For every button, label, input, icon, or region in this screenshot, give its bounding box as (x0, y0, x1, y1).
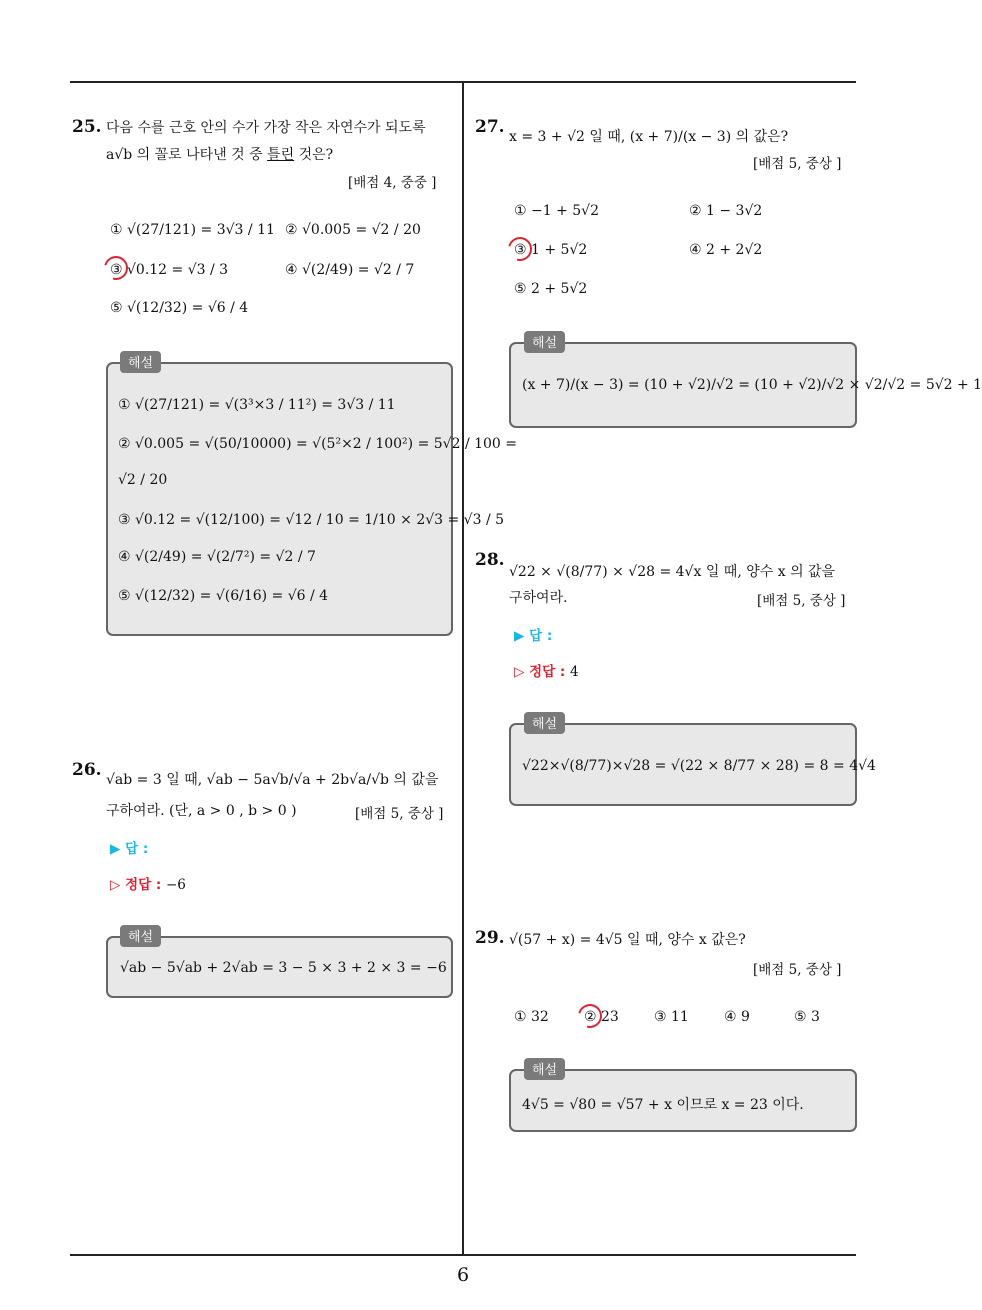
q29-option-1[interactable]: ① 32 (514, 1009, 549, 1025)
q28-number: 28. (475, 550, 505, 570)
q29-number: 29. (475, 928, 505, 948)
q27-option-5[interactable]: ⑤ 2 + 5√2 (514, 281, 588, 297)
q25-exp-line2: ② √0.005 = √(50/10000) = √(5²×2 / 100²) = 5√2 / 100 = (118, 436, 518, 452)
q29-exp-line1: 4√5 = √80 = √57 + x 이므로 x = 23 이다. (522, 1097, 804, 1113)
q26-exp-line1: √ab − 5√ab + 2√ab = 3 − 5 × 3 + 2 × 3 = −6 (120, 960, 447, 976)
q29-meta: [배점 5, 중상 ] (753, 962, 842, 978)
q28-explanation-tag: 해설 (524, 712, 565, 734)
q25-option-3[interactable]: ③ √0.12 = √3 / 3 (110, 262, 229, 278)
q28-correct-value: 4 (569, 664, 579, 680)
q25-exp-line4: ③ √0.12 = √(12/100) = √12 / 10 = 1/10 × 2√3 = √3 / 5 (118, 512, 505, 528)
q26-correct-answer: ▷ 정답 : −6 (110, 877, 186, 893)
q29-text-line1: √(57 + x) = 4√5 일 때, 양수 x 값은? (509, 932, 746, 948)
q25-option-4[interactable]: ④ √(2/49) = √2 / 7 (285, 262, 415, 278)
q25-exp-line1: ① √(27/121) = √(3³×3 / 11²) = 3√3 / 11 (118, 397, 396, 413)
q27-answer-mark (504, 233, 537, 266)
q29-option-2[interactable]: ② 23 (584, 1009, 619, 1025)
q29-answer-mark (574, 1000, 607, 1033)
q26-meta: [배점 5, 중상 ] (355, 806, 444, 822)
q27-option-1[interactable]: ① −1 + 5√2 (514, 203, 600, 219)
q28-answer-input-label[interactable]: ▶ 답 : (514, 628, 553, 644)
q25-meta: [배점 4, 중중 ] (348, 175, 437, 191)
q28-meta: [배점 5, 중상 ] (757, 593, 846, 609)
q25-explanation-tag: 해설 (120, 351, 161, 373)
q26-text-line2: 구하여라. (단, a > 0 , b > 0 ) (106, 803, 297, 819)
q25-exp-line3: √2 / 20 (118, 472, 168, 488)
q27-text-line1: x = 3 + √2 일 때, (x + 7)/(x − 3) 의 값은? (509, 129, 789, 145)
q29-explanation-tag: 해설 (524, 1058, 565, 1080)
q25-option-2[interactable]: ② √0.005 = √2 / 20 (285, 222, 421, 238)
q26-explanation-tag: 해설 (120, 925, 161, 947)
q27-number: 27. (475, 117, 505, 137)
q26-correct-value: −6 (165, 877, 186, 893)
q29-option-3[interactable]: ③ 11 (654, 1009, 689, 1025)
q27-explanation-tag: 해설 (524, 331, 565, 353)
q25-exp-line5: ④ √(2/49) = √(2/7²) = √2 / 7 (118, 549, 316, 565)
q28-text-line1: √22 × √(8/77) × √28 = 4√x 일 때, 양수 x 의 값을 (509, 564, 836, 580)
q25-number: 25. (72, 117, 102, 137)
q25-text-line2: a√b 의 꼴로 나타낸 것 중 틀린 것은? (106, 147, 334, 163)
column-divider (462, 82, 464, 1255)
q27-exp-line1: (x + 7)/(x − 3) = (10 + √2)/√2 = (10 + √2)/√2 × √2/√2 = 5√2 + 1 (522, 377, 982, 393)
q25-answer-mark (100, 252, 133, 285)
q25-exp-line6: ⑤ √(12/32) = √(6/16) = √6 / 4 (118, 588, 329, 604)
q27-option-2[interactable]: ② 1 − 3√2 (689, 203, 763, 219)
q25-text-line1: 다음 수를 근호 안의 수가 가장 작은 자연수가 되도록 (106, 120, 426, 136)
q28-exp-line1: √22×√(8/77)×√28 = √(22 × 8/77 × 28) = 8 = 4√4 (522, 758, 876, 774)
page-number: 6 (456, 1264, 470, 1286)
q27-option-3[interactable]: ③ 1 + 5√2 (514, 242, 588, 258)
q25-option-5[interactable]: ⑤ √(12/32) = √6 / 4 (110, 300, 249, 316)
q29-option-5[interactable]: ⑤ 3 (794, 1009, 820, 1025)
q29-option-4[interactable]: ④ 9 (724, 1009, 750, 1025)
bottom-rule (70, 1254, 856, 1256)
q28-text-line2: 구하여라. (509, 590, 568, 606)
q25-option-1[interactable]: ① √(27/121) = 3√3 / 11 (110, 222, 275, 238)
q27-option-4[interactable]: ④ 2 + 2√2 (689, 242, 763, 258)
q28-correct-answer: ▷ 정답 : 4 (514, 664, 579, 680)
q26-number: 26. (72, 760, 102, 780)
q26-text-line1: √ab = 3 일 때, √ab − 5a√b/√a + 2b√a/√b 의 값을 (106, 772, 439, 788)
q26-answer-input-label[interactable]: ▶ 답 : (110, 841, 149, 857)
q27-meta: [배점 5, 중상 ] (753, 156, 842, 172)
